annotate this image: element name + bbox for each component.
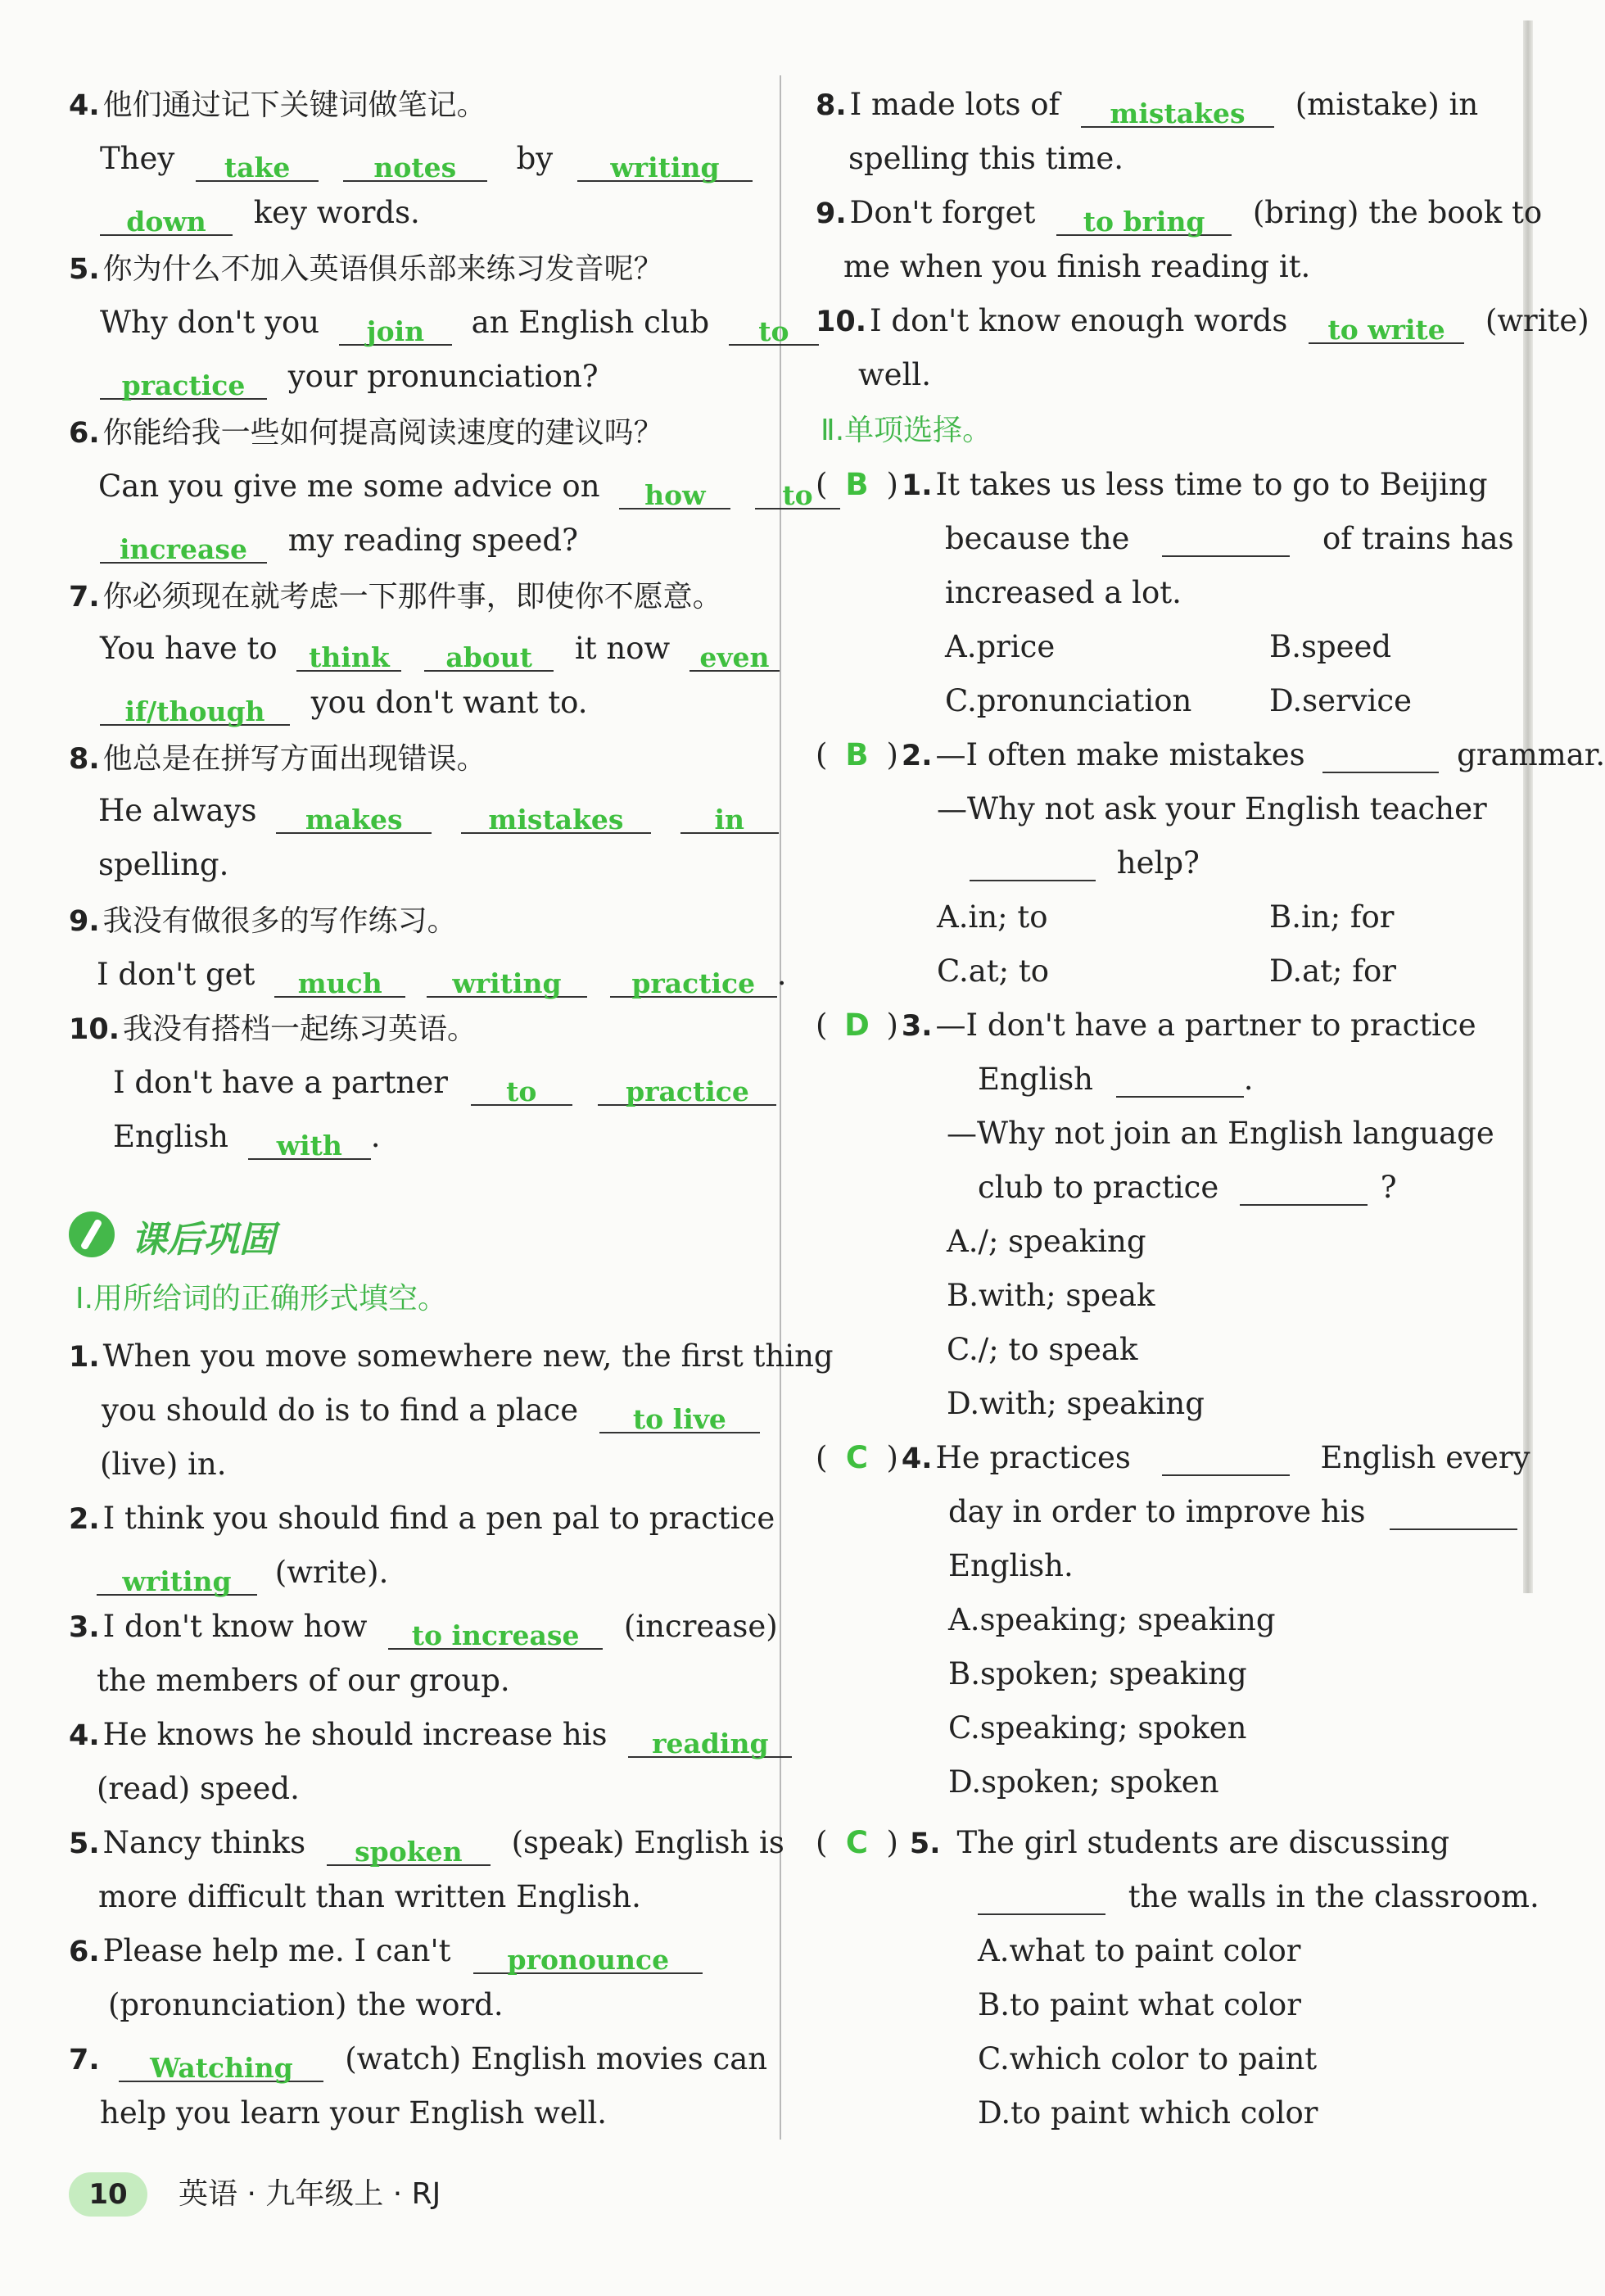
fill-10-line2: well. xyxy=(858,357,931,392)
fill-3-line2: the members of our group. xyxy=(97,1663,510,1698)
fill-3-line1: 3. I don't know how to increase (increase) xyxy=(69,1609,778,1651)
mc-4-line1: ( C ) 4. He practices English every xyxy=(816,1433,1530,1483)
question-6-chinese: 6. 你能给我一些如何提高阅读速度的建议吗？ xyxy=(69,416,663,450)
answer-blank[interactable]: mistakes xyxy=(461,795,651,834)
question-4-chinese: 4. 他们通过记下关键词做笔记。 xyxy=(69,88,486,122)
question-9-chinese: 9. 我没有做很多的写作练习。 xyxy=(69,904,457,938)
option-c[interactable]: C.which color to paint xyxy=(978,2041,1318,2076)
question-7-chinese: 7. 你必须现在就考虑一下那件事，即使你不愿意。 xyxy=(69,580,722,614)
fill-7-line2: help you learn your English well. xyxy=(100,2095,608,2131)
mc-1-line1: ( B ) 1. It takes us less time to go to Beijing xyxy=(816,460,1488,509)
answer-blank[interactable]: in xyxy=(680,795,779,834)
option-a[interactable]: A.in; to xyxy=(937,899,1048,935)
answer-blank[interactable]: spoken xyxy=(327,1827,491,1866)
fill-1-line3: (live) in. xyxy=(100,1447,227,1482)
answer-blank[interactable]: Watching xyxy=(119,2043,323,2082)
mc-5-line1: ( C ) 5. The girl students are discussing xyxy=(816,1818,1449,1868)
mc-3-line1: ( D ) 3. —I don't have a partner to practice xyxy=(816,1001,1476,1050)
answer-blank[interactable]: to xyxy=(755,470,840,509)
question-8-line1: He always makes mistakes in xyxy=(98,786,779,836)
page-edge xyxy=(1523,20,1533,1593)
answer-blank[interactable]: how xyxy=(619,470,730,509)
option-d[interactable]: D.spoken; spoken xyxy=(948,1764,1219,1800)
answer-blank[interactable] xyxy=(1240,1166,1368,1206)
mc-3-line3: —Why not join an English language xyxy=(947,1116,1494,1151)
answer-blank[interactable]: about xyxy=(424,632,554,672)
option-d[interactable]: D.with; speaking xyxy=(947,1386,1205,1421)
fill-9-line2: me when you finish reading it. xyxy=(843,249,1311,284)
page-number: 10 xyxy=(69,2172,147,2217)
fill-6-line2: (pronunciation) the word. xyxy=(108,1987,504,2022)
fill-8-line1: 8. I made lots of mistakes (mistake) in xyxy=(816,87,1479,129)
answer-blank[interactable]: think xyxy=(296,632,401,672)
mc-4-line2: day in order to improve his xyxy=(948,1488,1517,1537)
question-5-line1: Why don't you join an English club to xyxy=(100,298,819,347)
question-10-line1: I don't have a partner to practice xyxy=(113,1058,776,1107)
answer-blank[interactable]: writing xyxy=(427,958,587,998)
question-8-line2: spelling. xyxy=(98,847,229,882)
fill-10-line1: 10. I don't know enough words to write (write) xyxy=(816,303,1589,346)
option-a[interactable]: A.what to paint color xyxy=(978,1933,1301,1968)
part-2-title: Ⅱ.单项选择。 xyxy=(821,414,992,447)
answer-blank[interactable]: mistakes xyxy=(1081,88,1274,128)
fill-1-line1: 1. When you move somewhere new, the first thing xyxy=(69,1338,834,1374)
answer-blank[interactable]: writing xyxy=(97,1556,257,1596)
answer-blank[interactable] xyxy=(1390,1491,1517,1530)
question-9-line1: I don't get much writing practice . xyxy=(97,957,787,999)
answer-blank[interactable]: to xyxy=(729,306,819,346)
fill-4-line1: 4. He knows he should increase his reading xyxy=(69,1710,792,1759)
answer-blank[interactable]: to live xyxy=(599,1394,760,1433)
answer-blank[interactable]: practice xyxy=(100,360,267,400)
answer-blank[interactable] xyxy=(1162,1437,1290,1476)
mc-1-line2: because the of trains has xyxy=(945,514,1514,564)
question-8-chinese: 8. 他总是在拼写方面出现错误。 xyxy=(69,742,486,776)
fill-9-line1: 9. Don't forget to bring (bring) the book to xyxy=(816,195,1543,238)
answer-blank[interactable]: if/though xyxy=(100,686,290,726)
answer-choice[interactable]: B xyxy=(845,467,869,502)
answer-blank[interactable]: to bring xyxy=(1056,197,1232,236)
answer-blank[interactable]: practice xyxy=(598,1066,776,1106)
question-5-line2: practice your pronunciation? xyxy=(100,352,599,401)
mc-3-line4: club to practice ? xyxy=(978,1163,1397,1212)
answer-blank[interactable]: even xyxy=(689,632,780,672)
answer-blank[interactable]: reading xyxy=(628,1719,792,1758)
answer-blank[interactable]: to increase xyxy=(388,1610,603,1650)
option-c[interactable]: C.speaking; spoken xyxy=(948,1710,1247,1746)
option-b[interactable]: B.with; speak xyxy=(947,1278,1155,1313)
option-a[interactable]: A.price xyxy=(945,629,1056,664)
answer-blank[interactable] xyxy=(978,1876,1105,1915)
mc-2-line2: —Why not ask your English teacher xyxy=(937,791,1487,826)
answer-blank[interactable] xyxy=(1162,518,1290,557)
answer-blank[interactable]: down xyxy=(100,197,233,236)
question-6-line2: increase my reading speed? xyxy=(100,516,578,565)
fill-5-line2: more difficult than written English. xyxy=(98,1879,641,1914)
answer-blank[interactable]: pronounce xyxy=(473,1935,703,1974)
answer-choice[interactable]: D xyxy=(844,1008,870,1043)
fill-2-line2: writing (write). xyxy=(97,1548,388,1597)
option-a[interactable]: A.speaking; speaking xyxy=(948,1602,1276,1637)
answer-choice[interactable]: C xyxy=(845,1440,869,1475)
mc-2-line1: ( B ) 2. —I often make mistakes grammar. xyxy=(816,731,1605,780)
mc-5-line2: the walls in the classroom. xyxy=(978,1873,1539,1922)
mc-1-line3: increased a lot. xyxy=(945,575,1182,610)
fill-1-line2: you should do is to find a place to live xyxy=(102,1386,760,1435)
answer-blank[interactable]: to xyxy=(471,1066,572,1106)
question-7-line1: You have to think about it now even xyxy=(100,624,780,673)
answer-blank[interactable]: notes xyxy=(343,143,487,182)
fill-6-line1: 6. Please help me. I can't pronounce xyxy=(69,1927,703,1976)
answer-blank[interactable]: with xyxy=(248,1121,371,1160)
question-4-line2: down key words. xyxy=(100,188,420,238)
fill-8-line2: spelling this time. xyxy=(848,141,1124,176)
option-d[interactable]: D.at; for xyxy=(1269,953,1396,989)
answer-blank[interactable]: join xyxy=(339,306,452,346)
mc-3-line2: English . xyxy=(978,1055,1254,1104)
option-b[interactable]: B.in; for xyxy=(1269,899,1395,935)
answer-blank[interactable] xyxy=(1322,734,1439,773)
option-d[interactable]: D.to paint which color xyxy=(978,2095,1318,2131)
fill-2-line1: 2. I think you should find a pen pal to practice xyxy=(69,1501,775,1536)
option-b[interactable]: B.spoken; speaking xyxy=(948,1656,1247,1691)
footer-title: 英语 · 九年级上 · RJ xyxy=(179,2177,441,2211)
fill-7-line1: 7. Watching (watch) English movies can xyxy=(69,2041,768,2084)
mc-4-line3: English. xyxy=(948,1548,1074,1583)
option-c[interactable]: C.pronunciation xyxy=(945,683,1192,718)
question-10-line2: English with . xyxy=(113,1119,381,1162)
option-a[interactable]: A./; speaking xyxy=(947,1224,1146,1259)
mc-2-line3: help? xyxy=(970,839,1200,888)
section-title-label: 课后巩固 xyxy=(131,1219,275,1261)
question-10-chinese: 10. 我没有搭档一起练习英语。 xyxy=(69,1012,477,1046)
option-d[interactable]: D.service xyxy=(1269,683,1413,718)
answer-blank[interactable] xyxy=(1116,1058,1244,1098)
option-b[interactable]: B.speed xyxy=(1269,629,1392,664)
answer-blank[interactable]: increase xyxy=(100,524,267,564)
answer-blank[interactable]: practice xyxy=(610,958,777,998)
option-c[interactable]: C./; to speak xyxy=(947,1332,1138,1367)
fill-4-line2: (read) speed. xyxy=(97,1771,300,1806)
answer-blank[interactable]: take xyxy=(196,143,319,182)
question-4-line1: They take notes by writing xyxy=(100,134,753,183)
answer-blank[interactable]: writing xyxy=(577,143,753,182)
question-5-chinese: 5. 你为什么不加入英语俱乐部来练习发音呢？ xyxy=(69,252,663,286)
answer-choice[interactable]: C xyxy=(845,1825,869,1860)
answer-blank[interactable]: much xyxy=(274,958,405,998)
fill-5-line1: 5. Nancy thinks spoken (speak) English is xyxy=(69,1825,784,1868)
part-1-title: Ⅰ.用所给词的正确形式填空。 xyxy=(75,1282,448,1316)
answer-blank[interactable]: to write xyxy=(1309,305,1464,344)
answer-blank[interactable]: makes xyxy=(276,795,432,834)
question-7-line2: if/though you don't want to. xyxy=(100,678,588,727)
option-b[interactable]: B.to paint what color xyxy=(978,1987,1301,2022)
answer-blank[interactable] xyxy=(970,842,1096,881)
option-c[interactable]: C.at; to xyxy=(937,953,1050,989)
pencil-badge-icon xyxy=(69,1211,115,1257)
answer-choice[interactable]: B xyxy=(845,737,869,772)
question-6-line1: Can you give me some advice on how to xyxy=(98,462,840,511)
